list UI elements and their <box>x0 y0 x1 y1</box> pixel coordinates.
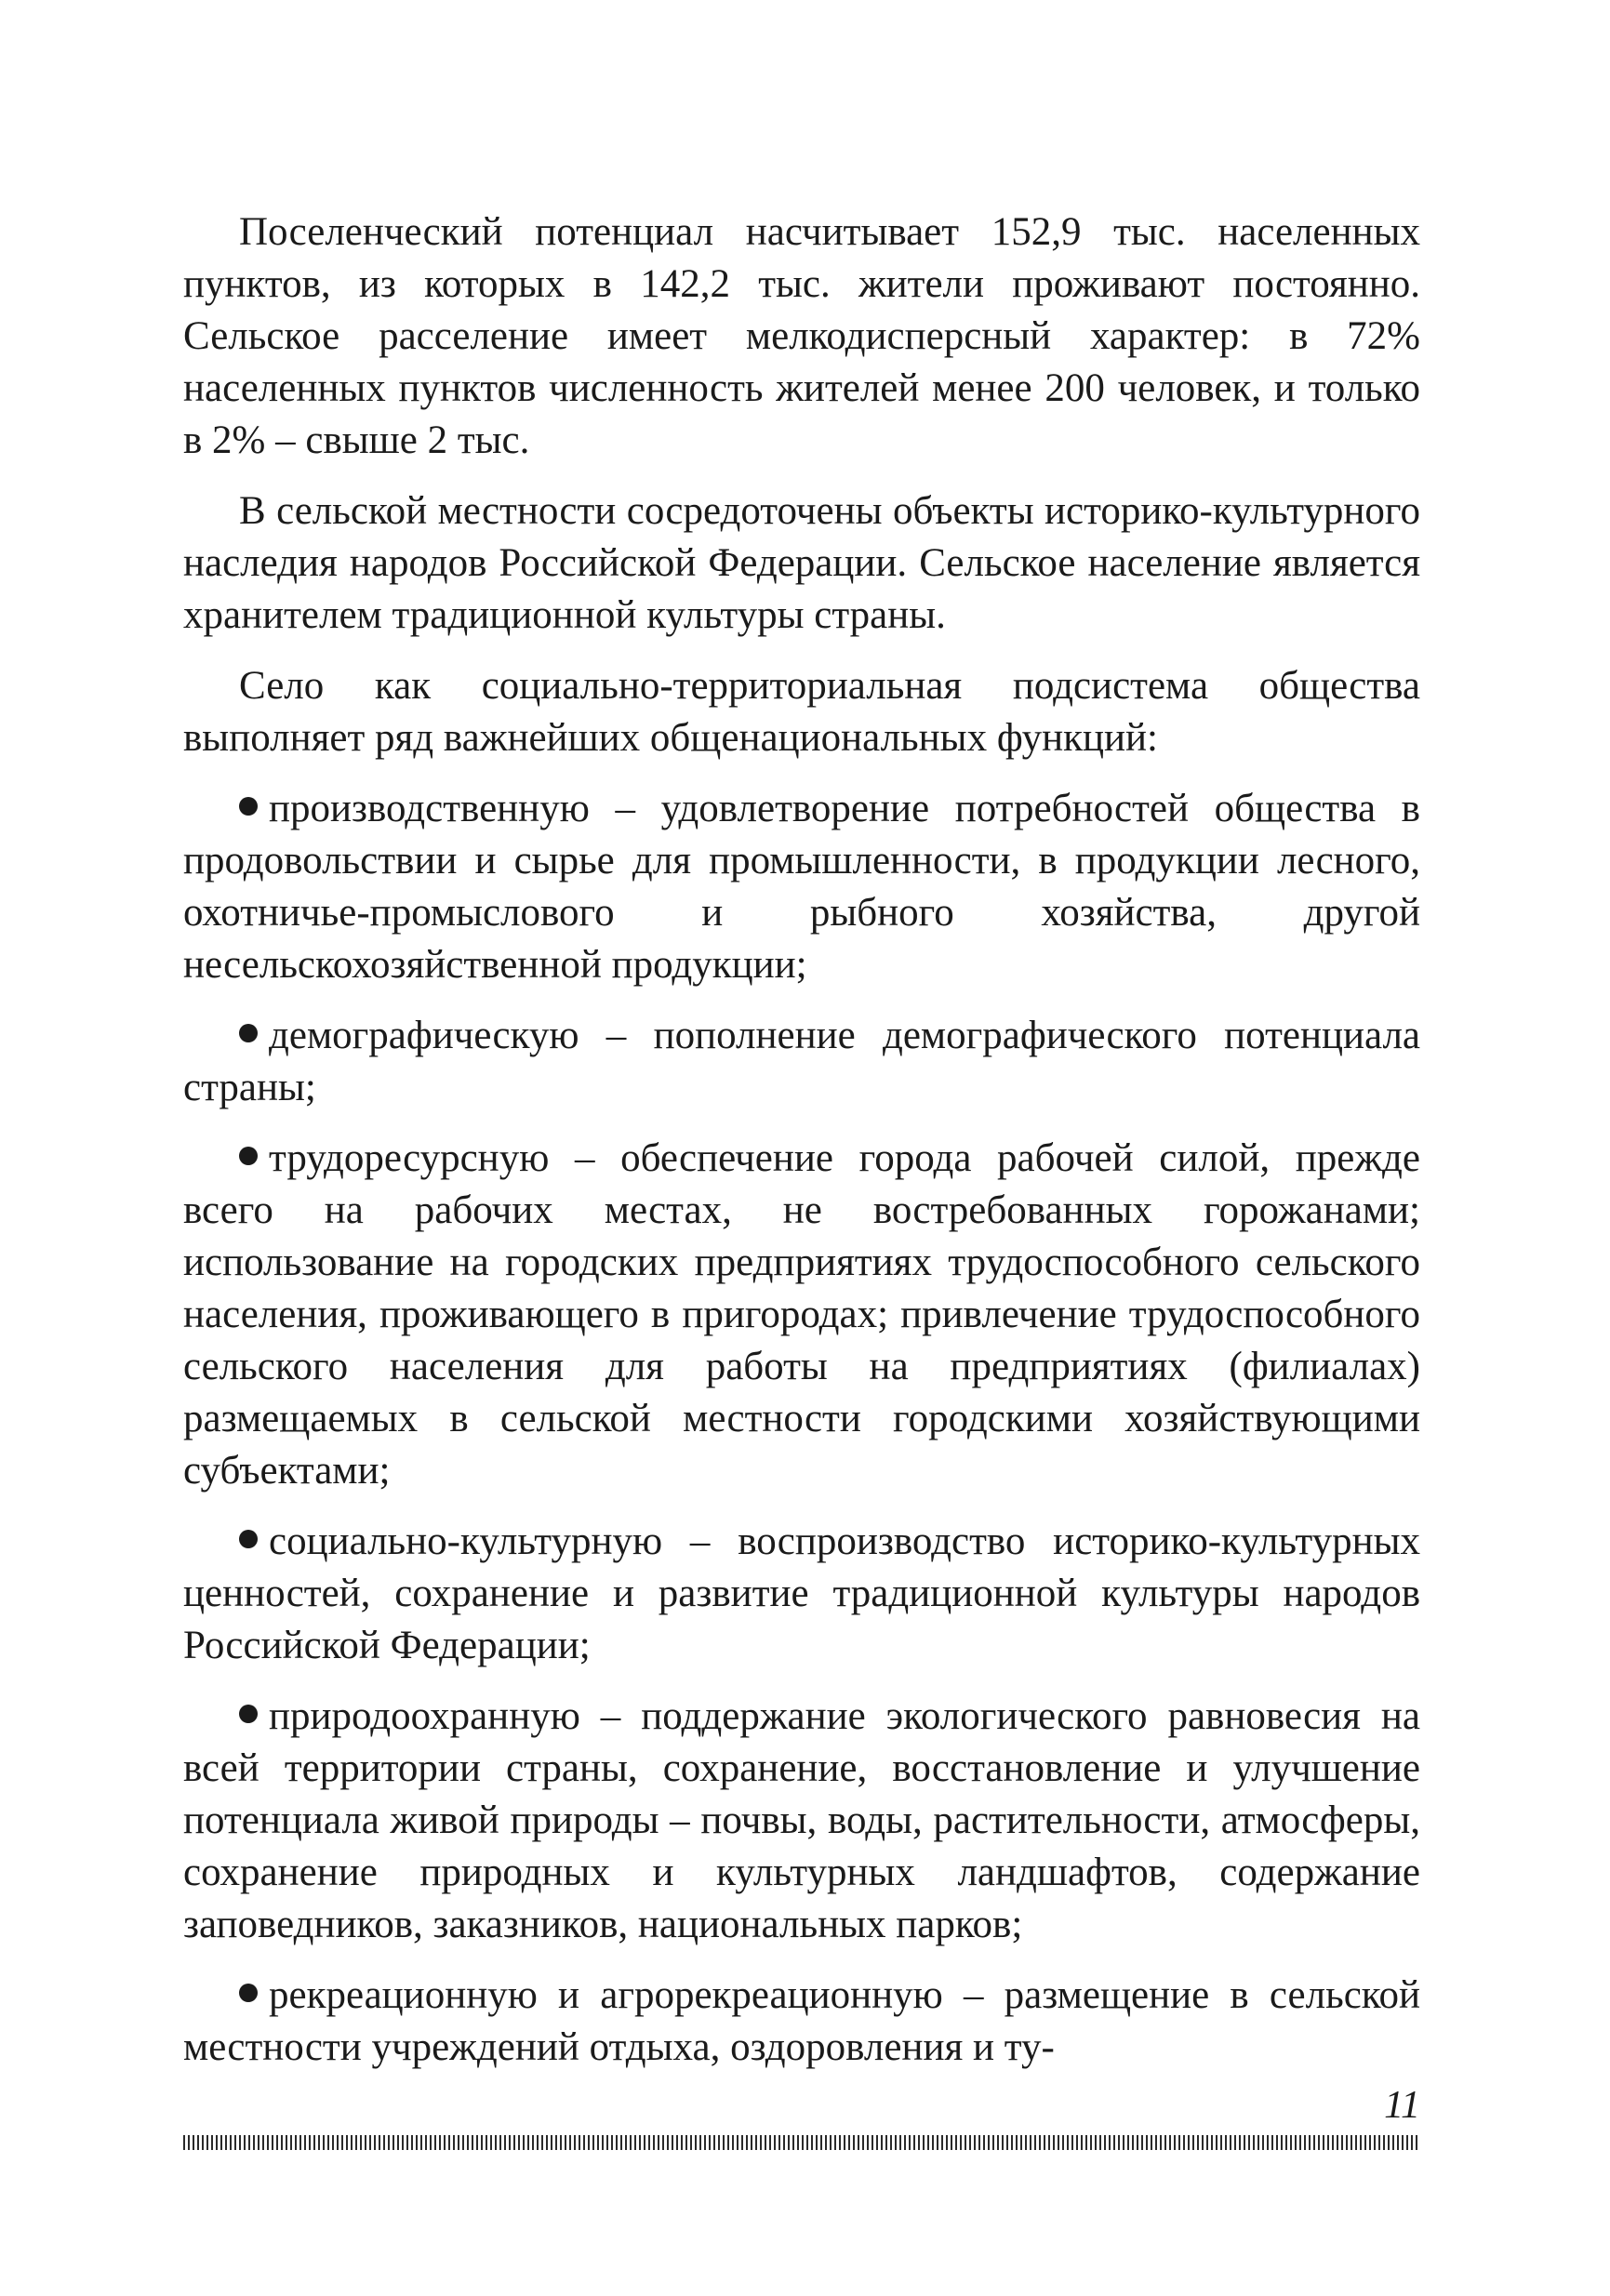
paragraph-cultural-heritage: В сельской местности сосредоточены объекты историко-культурного наследия народов Российской Федерации. Сельское население является хранителем традиционной культуры страны. <box>183 489 1420 637</box>
list-item <box>183 783 1420 991</box>
list-item <box>183 1516 1420 1672</box>
list-item-text: природоохранную – поддержание экологического равновесия на всей территории страны, сохранение, восстановление и улучшение потенциала живой природы – почвы, воды, растительности, атмосферы, сохранение природных и культурных ландшафтов, содержание заповедников, заказников, национальных парков; <box>183 1694 1420 1946</box>
page-number: 11 <box>1384 2084 1420 2127</box>
list-item-text: рекреационную и агрорекреационную – размещение в сельской местности учреждений отдыха, оздоровления и ту- <box>183 1973 1420 2069</box>
bullet-icon <box>239 1530 258 1548</box>
paragraph-settlement-potential: Поселенческий потенциал насчитывает 152,9 тыс. населенных пунктов, из которых в 142,2 тыс. жители проживают постоянно. Сельское расселение имеет мелкодисперсный характер: в 72% населенных пунктов численность жителей менее 200 человек, и только в 2% – свыше 2 тыс. <box>183 210 1420 462</box>
list-item <box>183 1691 1420 1951</box>
bullet-icon <box>239 797 258 816</box>
page-body <box>183 206 1420 2092</box>
bullet-icon <box>239 1147 258 1165</box>
list-item-text: социально-культурную – воспроизводство историко-культурных ценностей, сохранение и развитие традиционной культуры народов Российской Федерации; <box>183 1520 1420 1667</box>
list-item <box>183 1133 1420 1497</box>
paragraph-functions-intro: Село как социально-территориальная подсистема общества выполняет ряд важнейших общенациональных функций: <box>183 664 1420 760</box>
page-footer <box>183 2083 1420 2157</box>
list-item-text: трудоресурсную – обеспечение города рабочей силой, прежде всего на рабочих местах, не востребованных горожанами; использование на городских предприятиях трудоспособного сельского населения, проживающего в пригородах; привлечение трудоспособного сельского населения для работы на предприятиях (филиалах) размещаемых в сельской местности городскими хозяйствующими субъектами; <box>183 1136 1420 1493</box>
list-item <box>183 1010 1420 1114</box>
list-item <box>183 1970 1420 2074</box>
list-item-text: демографическую – пополнение демографического потенциала страны; <box>183 1014 1420 1109</box>
bullet-icon <box>239 1984 258 2002</box>
bullet-icon <box>239 1024 258 1042</box>
list-item-text: производственную – удовлетворение потребностей общества в продовольствии и сырье для промышленности, в продукции лесного, охотничье-промыслового и рыбного хозяйства, другой несельскохозяйственной продукции; <box>183 787 1420 987</box>
footer-hatched-rule <box>183 2135 1420 2150</box>
bullet-icon <box>239 1705 258 1723</box>
